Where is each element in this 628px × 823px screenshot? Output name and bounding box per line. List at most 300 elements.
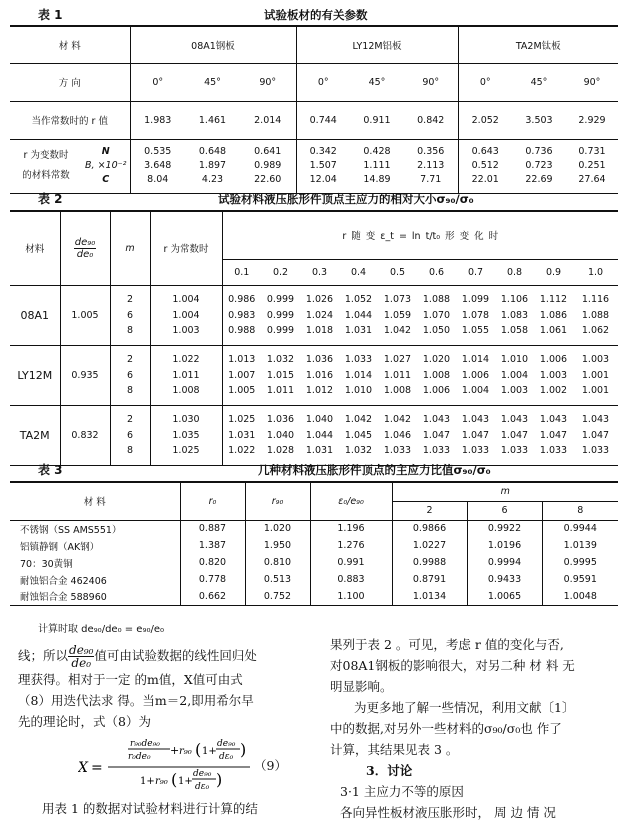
table2-cell: 1.033 bbox=[339, 345, 378, 367]
table1-angle: 0° bbox=[296, 63, 350, 101]
table2-cell: 1.116 bbox=[573, 285, 618, 307]
table2-cell: 1.042 bbox=[378, 405, 417, 427]
table2-cell: 1.008 bbox=[383, 385, 412, 397]
table1-var-label-line1: r 为变数时 bbox=[23, 150, 69, 161]
table3-hdr-material: 材 料 bbox=[83, 497, 106, 509]
table3-row bbox=[10, 571, 618, 588]
table3-ratio-value: 0.9994 bbox=[467, 554, 542, 571]
table3-ratio-value: 1.0065 bbox=[467, 588, 542, 605]
table3-eps-value: 0.991 bbox=[310, 554, 392, 571]
table2-cell: 1.005 bbox=[222, 383, 261, 405]
table1-var-label bbox=[10, 139, 82, 193]
table1-const-cell bbox=[185, 139, 240, 193]
table2-hdr-rvar: r 随 变 ε_t = ln t/t₀ 形 变 化 时 bbox=[222, 212, 618, 259]
table2-strain-value: 0.7 bbox=[456, 259, 495, 285]
table2-cell: 1.040 bbox=[300, 405, 339, 427]
table2-cell: 1.014 bbox=[344, 369, 373, 381]
table3-material-name: 不锈钢（SS AMS551） bbox=[10, 520, 180, 537]
table1-angle: 45° bbox=[512, 63, 566, 101]
table2-strain-value: 0.1 bbox=[222, 259, 261, 285]
table1-symbols bbox=[82, 139, 130, 193]
table2-hdr-ratio-den: de₀ bbox=[76, 248, 94, 260]
table2-row bbox=[10, 405, 618, 427]
table2-rconst-value: 1.025 bbox=[150, 443, 222, 465]
table1-N: 0.428 bbox=[363, 146, 391, 157]
table3-ratio-value: 1.0134 bbox=[392, 588, 467, 605]
table2-cell: 1.033 bbox=[417, 443, 456, 465]
table3-row bbox=[10, 537, 618, 554]
table2-cell: 1.062 bbox=[581, 325, 610, 337]
table2-cell: 1.011 bbox=[383, 369, 412, 381]
table2-cell: 1.052 bbox=[339, 285, 378, 307]
table1-const-cell bbox=[350, 139, 404, 193]
table1-r-value: 2.929 bbox=[566, 101, 618, 139]
table2-cell: 1.010 bbox=[344, 385, 373, 397]
table2-caption: 试验材料液压胀形件顶点主应力的相对大小σ₉₀/σ₀ bbox=[218, 192, 474, 206]
svg-text:1+: 1+ bbox=[178, 776, 193, 787]
table2-cell: 1.007 bbox=[222, 367, 261, 383]
table1-const-cell bbox=[404, 139, 458, 193]
table3-r90-value: 1.020 bbox=[245, 520, 310, 537]
table2-cell: 1.026 bbox=[300, 285, 339, 307]
table2-cell: 1.011 bbox=[266, 385, 295, 397]
table2-hdr-rconst: r 为常数时 bbox=[150, 212, 222, 285]
svg-text:de₉₀: de₉₀ bbox=[193, 769, 212, 779]
table3-hdr-r90: r₉₀ bbox=[245, 483, 310, 520]
table2-cell: 0.986 bbox=[222, 285, 261, 307]
table1-N: 0.356 bbox=[417, 146, 445, 157]
svg-text:dε₀: dε₀ bbox=[219, 752, 234, 762]
table1-var-label-line2: 的材料常数 bbox=[22, 170, 70, 181]
table2-ratio-value: 1.005 bbox=[60, 285, 110, 345]
table3-ratio-value: 0.9591 bbox=[542, 571, 618, 588]
table3-ratio-value: 0.8791 bbox=[392, 571, 467, 588]
equation-9 bbox=[78, 734, 318, 796]
table1-angle: 0° bbox=[458, 63, 512, 101]
table3-r0-value: 1.387 bbox=[180, 537, 245, 554]
table2-cell: 1.001 bbox=[581, 385, 610, 397]
table1-N: 0.535 bbox=[144, 146, 172, 157]
table2-m-value: 8 bbox=[110, 443, 150, 465]
table3-m-value: 6 bbox=[467, 501, 542, 520]
table2-cell: 1.043 bbox=[456, 405, 495, 427]
table2-cell: 1.025 bbox=[222, 405, 261, 427]
table2-cell: 1.047 bbox=[422, 429, 451, 441]
table2-cell: 1.016 bbox=[305, 369, 334, 381]
svg-text:): ) bbox=[240, 740, 247, 759]
table2-cell: 1.015 bbox=[266, 369, 295, 381]
table1-hdr-material: 材 料 bbox=[58, 40, 81, 52]
table1-B: 0.989 bbox=[254, 160, 282, 171]
table2-cell: 1.032 bbox=[261, 345, 300, 367]
table3-ratio-value: 0.9866 bbox=[392, 520, 467, 537]
table2-strain-value: 0.2 bbox=[261, 259, 300, 285]
table2-cell: 1.043 bbox=[534, 405, 573, 427]
table1-const-cell bbox=[296, 139, 350, 193]
table2-m-value: 2 bbox=[110, 285, 150, 307]
right-line-3: 明显影响。 bbox=[330, 679, 393, 694]
table2-cell: 1.036 bbox=[261, 405, 300, 427]
table2-cell: 1.086 bbox=[539, 309, 568, 321]
table2-cell: 1.044 bbox=[344, 309, 373, 321]
table2-cell: 1.058 bbox=[500, 325, 529, 337]
table3-m-value: 2 bbox=[392, 501, 467, 520]
table2-cell: 1.003 bbox=[573, 345, 618, 367]
table3-material-name: 70：30黄铜 bbox=[20, 558, 73, 570]
table2-cell: 1.073 bbox=[378, 285, 417, 307]
svg-text:r₉₀: r₉₀ bbox=[155, 776, 168, 787]
table3-hdr-eps: ε₀/e₉₀ bbox=[310, 483, 392, 520]
table1-angle: 0° bbox=[130, 63, 185, 101]
table2-rconst-value: 1.003 bbox=[150, 323, 222, 345]
right-line-7: 各向异性板材液压胀形时， 周 边 情 况 bbox=[340, 805, 556, 820]
table2-hdr-m: m bbox=[110, 212, 150, 285]
table3-eps-value: 0.883 bbox=[310, 571, 392, 588]
table2-cell: 1.014 bbox=[456, 345, 495, 367]
table1-r-value: 1.983 bbox=[130, 101, 185, 139]
table2-rconst-value: 1.011 bbox=[150, 367, 222, 383]
table2-cell: 1.008 bbox=[422, 369, 451, 381]
left-line-1a: 线；所以 bbox=[18, 648, 69, 663]
table2-cell: 1.022 bbox=[222, 443, 261, 465]
table1-B: 0.251 bbox=[578, 160, 606, 171]
table1-sym-C: C bbox=[102, 174, 110, 185]
svg-text:X: X bbox=[78, 760, 88, 776]
table1-B: 3.648 bbox=[144, 160, 172, 171]
table1-N: 0.731 bbox=[578, 146, 606, 157]
table2-ratio-value: 0.832 bbox=[60, 405, 110, 465]
table2-rconst-value: 1.008 bbox=[150, 383, 222, 405]
svg-text:de₉₀: de₉₀ bbox=[217, 739, 236, 749]
table2-cell: 1.002 bbox=[539, 385, 568, 397]
table2-cell: 1.112 bbox=[534, 285, 573, 307]
table2-cell: 1.031 bbox=[300, 443, 339, 465]
table2-cell: 0.999 bbox=[261, 285, 300, 307]
table2-cell: 0.988 bbox=[222, 323, 261, 345]
table2-cell: 1.027 bbox=[378, 345, 417, 367]
table2-m-value: 6 bbox=[110, 367, 150, 383]
left-line-2: 理获得。相对于一定 的m值，X值可由式 bbox=[18, 672, 243, 687]
table1-C: 22.01 bbox=[471, 174, 499, 185]
table2-cell: 0.999 bbox=[266, 325, 295, 337]
table3-footnote: 计算时取 de₉₀/de₀ = e₉₀/e₀ bbox=[38, 624, 165, 635]
table2-cell: 1.031 bbox=[222, 427, 261, 443]
table2-cell: 1.061 bbox=[539, 325, 568, 337]
table2-cell: 1.043 bbox=[417, 405, 456, 427]
table1-C: 8.04 bbox=[147, 174, 169, 185]
table3-material-name: 铝镇静钢（AK钢） bbox=[20, 541, 100, 553]
table2-cell: 1.003 bbox=[539, 369, 568, 381]
table2-cell: 1.036 bbox=[300, 345, 339, 367]
table2-cell: 1.004 bbox=[500, 369, 529, 381]
left-line-4: 先的理论时，式（8）为 bbox=[18, 714, 151, 729]
table2-hdr-ratio bbox=[60, 212, 110, 285]
section-3-heading: 3．讨论 bbox=[366, 763, 413, 778]
left-line-3: （8）用迭代法求 得。当m＝2,即用希尔早 bbox=[18, 693, 254, 708]
table2-m-value: 2 bbox=[110, 345, 150, 367]
table1-angle: 90° bbox=[404, 63, 458, 101]
table3-ratio-value: 1.0196 bbox=[467, 537, 542, 554]
table2-rconst-value: 1.022 bbox=[150, 345, 222, 367]
table1-angle: 90° bbox=[240, 63, 296, 101]
table1-angle: 90° bbox=[566, 63, 618, 101]
table1-B: 2.113 bbox=[417, 160, 445, 171]
table2-cell: 1.033 bbox=[495, 443, 534, 465]
table1-material-0: 08A1钢板 bbox=[130, 27, 296, 63]
table2-row bbox=[10, 345, 618, 367]
table2-cell: 1.047 bbox=[581, 429, 610, 441]
table1-r-value: 0.744 bbox=[296, 101, 350, 139]
table1-B: 0.723 bbox=[525, 160, 553, 171]
svg-text:1+: 1+ bbox=[140, 776, 155, 787]
table1-angle: 45° bbox=[350, 63, 404, 101]
table2-cell: 1.047 bbox=[461, 429, 490, 441]
table3-row bbox=[10, 588, 618, 605]
table2-cell: 1.106 bbox=[495, 285, 534, 307]
table1-N: 0.342 bbox=[309, 146, 337, 157]
table2-cell: 1.033 bbox=[456, 443, 495, 465]
table2-cell: 1.059 bbox=[383, 309, 412, 321]
table2-cell: 1.001 bbox=[581, 369, 610, 381]
table2-cell: 1.033 bbox=[378, 443, 417, 465]
table1-hdr-direction: 方 向 bbox=[10, 63, 130, 101]
table2-cell: 1.006 bbox=[422, 385, 451, 397]
table3-eps-value: 1.276 bbox=[310, 537, 392, 554]
left-column bbox=[18, 644, 318, 732]
table1 bbox=[10, 27, 618, 194]
table2-cell: 1.012 bbox=[305, 385, 334, 397]
table2-rconst-value: 1.030 bbox=[150, 405, 222, 427]
table2-cell: 1.088 bbox=[581, 309, 610, 321]
table3-ratio-value: 0.9944 bbox=[542, 520, 618, 537]
table3-r0-value: 0.778 bbox=[180, 571, 245, 588]
table3-ratio-value: 0.9433 bbox=[467, 571, 542, 588]
table2-material-name: TA2M bbox=[10, 405, 60, 465]
table1-C: 7.71 bbox=[420, 174, 442, 185]
table3-r0-value: 0.820 bbox=[180, 554, 245, 571]
left-column-tail bbox=[42, 798, 322, 819]
table2-cell: 1.018 bbox=[305, 325, 334, 337]
table1-C: 22.60 bbox=[254, 174, 282, 185]
table3-r90-value: 1.950 bbox=[245, 537, 310, 554]
svg-text:): ) bbox=[216, 770, 223, 789]
table1-sym-B: B, ×10⁻² bbox=[85, 160, 127, 171]
left-line-1b: 值可由试验数据的线性回归处 bbox=[94, 648, 257, 663]
svg-text:=: = bbox=[91, 760, 103, 776]
table2-strain-value: 0.6 bbox=[417, 259, 456, 285]
table3-hdr-r0: r₀ bbox=[180, 483, 245, 520]
right-line-6: 计算，其结果见表 3 。 bbox=[330, 742, 459, 757]
table2 bbox=[10, 212, 618, 466]
table2-hdr-ratio-num: de₉₀ bbox=[74, 236, 96, 248]
svg-text:r₉₀: r₉₀ bbox=[179, 746, 192, 757]
table2-cell: 1.028 bbox=[261, 443, 300, 465]
table2-cell: 1.042 bbox=[339, 405, 378, 427]
table2-material-name: 08A1 bbox=[10, 285, 60, 345]
table1-C: 12.04 bbox=[309, 174, 337, 185]
table2-cell: 1.055 bbox=[461, 325, 490, 337]
table1-r-value: 1.461 bbox=[185, 101, 240, 139]
table2-cell: 1.088 bbox=[417, 285, 456, 307]
table1-B: 1.897 bbox=[198, 160, 227, 171]
left-line-5: 用表 1 的数据对试验材料进行计算的结 bbox=[42, 801, 258, 816]
svg-text:r₀de₀: r₀de₀ bbox=[128, 752, 151, 762]
right-line-2: 对08A1钢板的影响很大，对另二种 材 料 无 bbox=[330, 658, 575, 673]
table2-cell: 1.040 bbox=[266, 429, 295, 441]
table1-N: 0.648 bbox=[198, 146, 227, 157]
table1-const-cell bbox=[458, 139, 512, 193]
left-line-1: 线；所以 $\frac{\text{de₉₀}}{\text{de₀}}$ 值可由试验数据的线性回归处 bbox=[18, 643, 257, 670]
table3-eps-value: 1.100 bbox=[310, 588, 392, 605]
table2-cell: 1.031 bbox=[344, 325, 373, 337]
table1-sym-N: N bbox=[101, 146, 110, 157]
table2-strain-value: 0.3 bbox=[300, 259, 339, 285]
table2-rconst-value: 1.004 bbox=[150, 285, 222, 307]
svg-text:+: + bbox=[170, 744, 180, 757]
section-3-1-heading: 3·1 主应力不等的原因 bbox=[340, 784, 464, 799]
table3-ratio-value: 0.9995 bbox=[542, 554, 618, 571]
table3-r90-value: 0.752 bbox=[245, 588, 310, 605]
table3-hdr-m: m bbox=[392, 483, 618, 501]
table2-cell: 1.099 bbox=[456, 285, 495, 307]
svg-text:(: ( bbox=[195, 740, 202, 759]
table1-N: 0.736 bbox=[525, 146, 553, 157]
equation-9-number: （9） bbox=[254, 758, 287, 773]
table2-label: 表 2 bbox=[38, 192, 63, 206]
table1-material-1: LY12M铝板 bbox=[296, 27, 458, 63]
table2-cell: 0.999 bbox=[266, 309, 295, 321]
svg-text:1+: 1+ bbox=[202, 746, 217, 757]
table3-row bbox=[10, 520, 618, 537]
table2-cell: 1.033 bbox=[534, 443, 573, 465]
table1-C: 22.69 bbox=[525, 174, 553, 185]
table1-C: 4.23 bbox=[201, 174, 224, 185]
table1-C: 27.64 bbox=[578, 174, 606, 185]
table3-ratio-value: 1.0048 bbox=[542, 588, 618, 605]
table3-r90-value: 0.810 bbox=[245, 554, 310, 571]
table1-r-value: 2.052 bbox=[458, 101, 512, 139]
right-line-1: 果列于表 2 。可见，考虑 r 值的变化与否, bbox=[330, 637, 564, 652]
table2-strain-value: 0.5 bbox=[378, 259, 417, 285]
table1-r-value: 0.842 bbox=[404, 101, 458, 139]
table2-cell: 1.003 bbox=[500, 385, 529, 397]
table2-cell: 1.042 bbox=[383, 325, 412, 337]
table2-cell: 1.024 bbox=[305, 309, 334, 321]
table1-N: 0.641 bbox=[254, 146, 282, 157]
svg-text:r₉₀de₉₀: r₉₀de₉₀ bbox=[130, 739, 160, 749]
table1-const-cell bbox=[566, 139, 618, 193]
table2-cell: 1.043 bbox=[495, 405, 534, 427]
table2-material-name: LY12M bbox=[10, 345, 60, 405]
table1-r-value: 0.911 bbox=[350, 101, 404, 139]
table3 bbox=[10, 483, 618, 606]
table2-rconst-value: 1.035 bbox=[150, 427, 222, 443]
table2-cell: 1.033 bbox=[573, 443, 618, 465]
table2-m-value: 8 bbox=[110, 323, 150, 345]
table2-cell: 1.020 bbox=[417, 345, 456, 367]
table2-strain-value: 0.4 bbox=[339, 259, 378, 285]
table1-label: 表 1 bbox=[38, 8, 63, 22]
table2-strain-value: 0.8 bbox=[495, 259, 534, 285]
table2-cell: 1.006 bbox=[461, 369, 490, 381]
table2-cell: 1.047 bbox=[500, 429, 529, 441]
svg-text:dε₀: dε₀ bbox=[195, 782, 210, 792]
table1-r-value: 3.503 bbox=[512, 101, 566, 139]
table2-m-value: 2 bbox=[110, 405, 150, 427]
right-line-5: 中的数据,对另外一些材料的σ₉₀/σ₀也 作了 bbox=[330, 721, 562, 736]
table1-N: 0.643 bbox=[471, 146, 499, 157]
table2-strain-value: 0.9 bbox=[534, 259, 573, 285]
table3-ratio-value: 0.9922 bbox=[467, 520, 542, 537]
table3-eps-value: 1.196 bbox=[310, 520, 392, 537]
table1-C: 14.89 bbox=[363, 174, 391, 185]
table1-const-cell bbox=[130, 139, 185, 193]
table2-hdr-material: 材料 bbox=[25, 244, 45, 256]
table3-label: 表 3 bbox=[38, 463, 63, 477]
table3-ratio-value: 1.0227 bbox=[392, 537, 467, 554]
table1-r-value: 2.014 bbox=[240, 101, 296, 139]
svg-text:(: ( bbox=[171, 770, 178, 789]
table1-r-label: 当作常数时的 r 值 bbox=[10, 101, 130, 139]
table2-cell: 1.013 bbox=[222, 345, 261, 367]
table2-cell: 1.004 bbox=[461, 385, 490, 397]
table2-rconst-value: 1.004 bbox=[150, 307, 222, 323]
table2-cell: 1.083 bbox=[500, 309, 529, 321]
table2-strain-value: 1.0 bbox=[573, 259, 618, 285]
table3-row bbox=[10, 554, 618, 571]
table1-B: 0.512 bbox=[471, 160, 499, 171]
table2-cell: 1.032 bbox=[339, 443, 378, 465]
table2-cell: 1.070 bbox=[422, 309, 451, 321]
table3-r0-value: 0.887 bbox=[180, 520, 245, 537]
table1-caption: 试验板材的有关参数 bbox=[264, 8, 368, 22]
right-column bbox=[330, 634, 620, 823]
table3-caption: 几种材料液压胀形件顶点的主应力比值σ₉₀/σ₀ bbox=[258, 463, 491, 477]
table3-body bbox=[10, 520, 618, 605]
table2-cell: 1.010 bbox=[495, 345, 534, 367]
table2-cell: 1.078 bbox=[461, 309, 490, 321]
table1-angle: 45° bbox=[185, 63, 240, 101]
table3-m-value: 8 bbox=[542, 501, 618, 520]
table1-const-cell bbox=[512, 139, 566, 193]
table1-B: 1.507 bbox=[309, 160, 337, 171]
table2-body bbox=[10, 285, 618, 465]
table2-cell: 1.046 bbox=[383, 429, 412, 441]
table3-ratio-value: 0.9988 bbox=[392, 554, 467, 571]
table1-B: 1.111 bbox=[363, 160, 391, 171]
table2-ratio-value: 0.935 bbox=[60, 345, 110, 405]
table3-r90-value: 0.513 bbox=[245, 571, 310, 588]
table2-cell: 1.050 bbox=[422, 325, 451, 337]
table2-cell: 1.047 bbox=[539, 429, 568, 441]
table3-ratio-value: 1.0139 bbox=[542, 537, 618, 554]
table2-cell: 1.006 bbox=[534, 345, 573, 367]
table1-material-2: TA2M钛板 bbox=[458, 27, 618, 63]
table2-m-value: 6 bbox=[110, 307, 150, 323]
table2-cell: 1.043 bbox=[573, 405, 618, 427]
table2-cell: 0.983 bbox=[222, 307, 261, 323]
table2-cell: 1.045 bbox=[344, 429, 373, 441]
table3-material-name: 耐蚀铝合金 588960 bbox=[10, 588, 180, 605]
table3-material-name: 耐蚀铝合金 462406 bbox=[20, 575, 107, 587]
table2-m-value: 6 bbox=[110, 427, 150, 443]
table2-row bbox=[10, 285, 618, 307]
table1-const-cell bbox=[240, 139, 296, 193]
table2-cell: 1.044 bbox=[305, 429, 334, 441]
table2-m-value: 8 bbox=[110, 383, 150, 405]
table3-r0-value: 0.662 bbox=[180, 588, 245, 605]
right-line-4: 为更多地了解一些情况，利用文献〔1〕 bbox=[354, 700, 575, 715]
